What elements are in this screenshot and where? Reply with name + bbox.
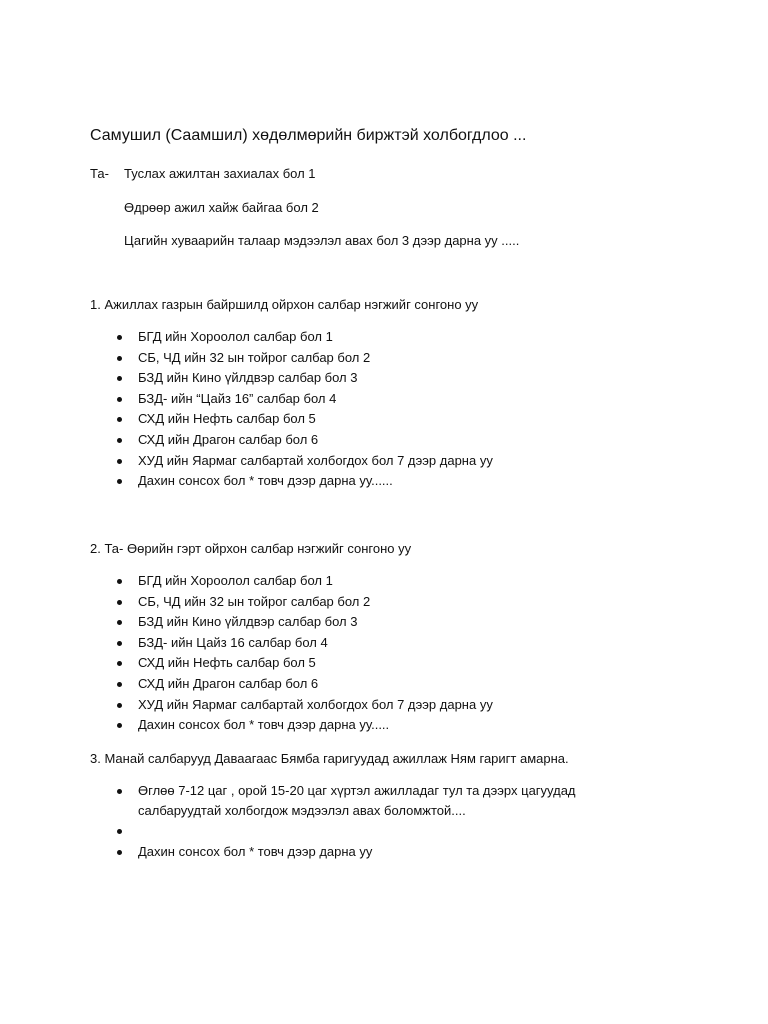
bullet-icon xyxy=(117,789,122,794)
bullet-icon xyxy=(117,850,122,855)
intro-option-3: Цагийн хуваарийн талаар мэдээлэл авах бол 3 дээр дарна уу ..... xyxy=(124,233,520,248)
section-2-heading: 2. Та- Өөрийн гэрт ойрхон салбар нэгжийг сонгоно уу xyxy=(90,541,412,556)
bullet-icon xyxy=(117,703,122,708)
section-3-heading: 3. Манай салбарууд Даваагаас Бямба гаригуудад ажиллаж Ням гаригт амарна. xyxy=(90,751,569,766)
list-item xyxy=(0,348,493,369)
list-item xyxy=(0,327,493,348)
list-item-text: СБ, ЧД ийн 32 ын тойрог салбар бол 2 xyxy=(138,593,371,609)
bullet-icon xyxy=(117,723,122,728)
bullet-icon xyxy=(117,438,122,443)
section-3-list xyxy=(0,781,768,862)
bullet-icon xyxy=(117,682,122,687)
bullet-icon xyxy=(117,459,122,464)
list-item xyxy=(0,821,768,842)
list-item-text: СХД ийн Драгон салбар бол 6 xyxy=(138,431,319,447)
intro-ta-label: Та- xyxy=(90,166,109,181)
list-item-text: Өглөө 7-12 цаг , орой 15-20 цаг хүртэл ажилладаг тул та дээрх цагуудад салбаруудтай холбогдож мэдээлэл авах боломжтой.... xyxy=(138,783,576,818)
intro-option-1: Туслах ажилтан захиалах бол 1 xyxy=(124,166,316,181)
list-item-text: ХУД ийн Яармаг салбартай холбогдох бол 7 дээр дарна уу xyxy=(138,696,493,712)
bullet-icon xyxy=(117,620,122,625)
list-item xyxy=(0,368,493,389)
list-item-text: СХД ийн Нефть салбар бол 5 xyxy=(138,411,316,427)
bullet-icon xyxy=(117,600,122,605)
intro-option-2: Өдрөөр ажил хайж байгаа бол 2 xyxy=(124,200,319,215)
list-item xyxy=(0,430,493,451)
list-item xyxy=(0,633,493,654)
bullet-icon xyxy=(117,376,122,381)
list-item xyxy=(0,695,493,716)
bullet-icon xyxy=(117,356,122,361)
bullet-icon xyxy=(117,829,122,834)
list-item xyxy=(0,471,493,492)
bullet-icon xyxy=(117,641,122,646)
list-item xyxy=(0,592,493,613)
list-item xyxy=(0,612,493,633)
list-item-text: БЗД ийн Кино үйлдвэр салбар бол 3 xyxy=(138,370,358,386)
list-item xyxy=(0,451,493,472)
bullet-icon xyxy=(117,661,122,666)
section-1-list xyxy=(0,327,493,492)
list-item-text: СХД ийн Драгон салбар бол 6 xyxy=(138,675,319,691)
list-item-text: Дахин сонсох бол * товч дээр дарна уу...... xyxy=(138,473,393,489)
list-item xyxy=(0,409,493,430)
list-item-text: Дахин сонсох бол * товч дээр дарна уу..... xyxy=(138,717,390,733)
document-title: Самушил (Саамшил) хөдөлмөрийн биржтэй холбогдлоо ... xyxy=(90,127,527,144)
bullet-icon xyxy=(117,417,122,422)
list-item-text: БГД ийн Хороолол салбар бол 1 xyxy=(138,329,333,344)
bullet-icon xyxy=(117,579,122,584)
bullet-icon xyxy=(117,335,122,340)
list-item-text: БЗД- ийн “Цайз 16” салбар бол 4 xyxy=(138,390,337,406)
section-2-list xyxy=(0,571,493,736)
list-item-text: БЗД ийн Кино үйлдвэр салбар бол 3 xyxy=(138,614,358,630)
list-item xyxy=(0,653,493,674)
bullet-icon xyxy=(117,479,122,484)
section-1-heading: 1. Ажиллах газрын байршилд ойрхон салбар нэгжийг сонгоно уу xyxy=(90,297,479,312)
list-item-text: ХУД ийн Яармаг салбартай холбогдох бол 7 дээр дарна уу xyxy=(138,452,493,468)
list-item-text: Дахин сонсох бол * товч дээр дарна уу xyxy=(138,843,373,859)
list-item xyxy=(0,715,493,736)
list-item xyxy=(0,571,493,592)
list-item-text: СБ, ЧД ийн 32 ын тойрог салбар бол 2 xyxy=(138,349,371,365)
bullet-icon xyxy=(117,397,122,402)
list-item-text: СХД ийн Нефть салбар бол 5 xyxy=(138,655,316,671)
list-item xyxy=(0,674,493,695)
list-item-text: БГД ийн Хороолол салбар бол 1 xyxy=(138,573,333,588)
list-item xyxy=(0,389,493,410)
list-item xyxy=(0,781,768,821)
list-item-text: БЗД- ийн Цайз 16 салбар бол 4 xyxy=(138,634,328,650)
list-item xyxy=(0,842,768,863)
